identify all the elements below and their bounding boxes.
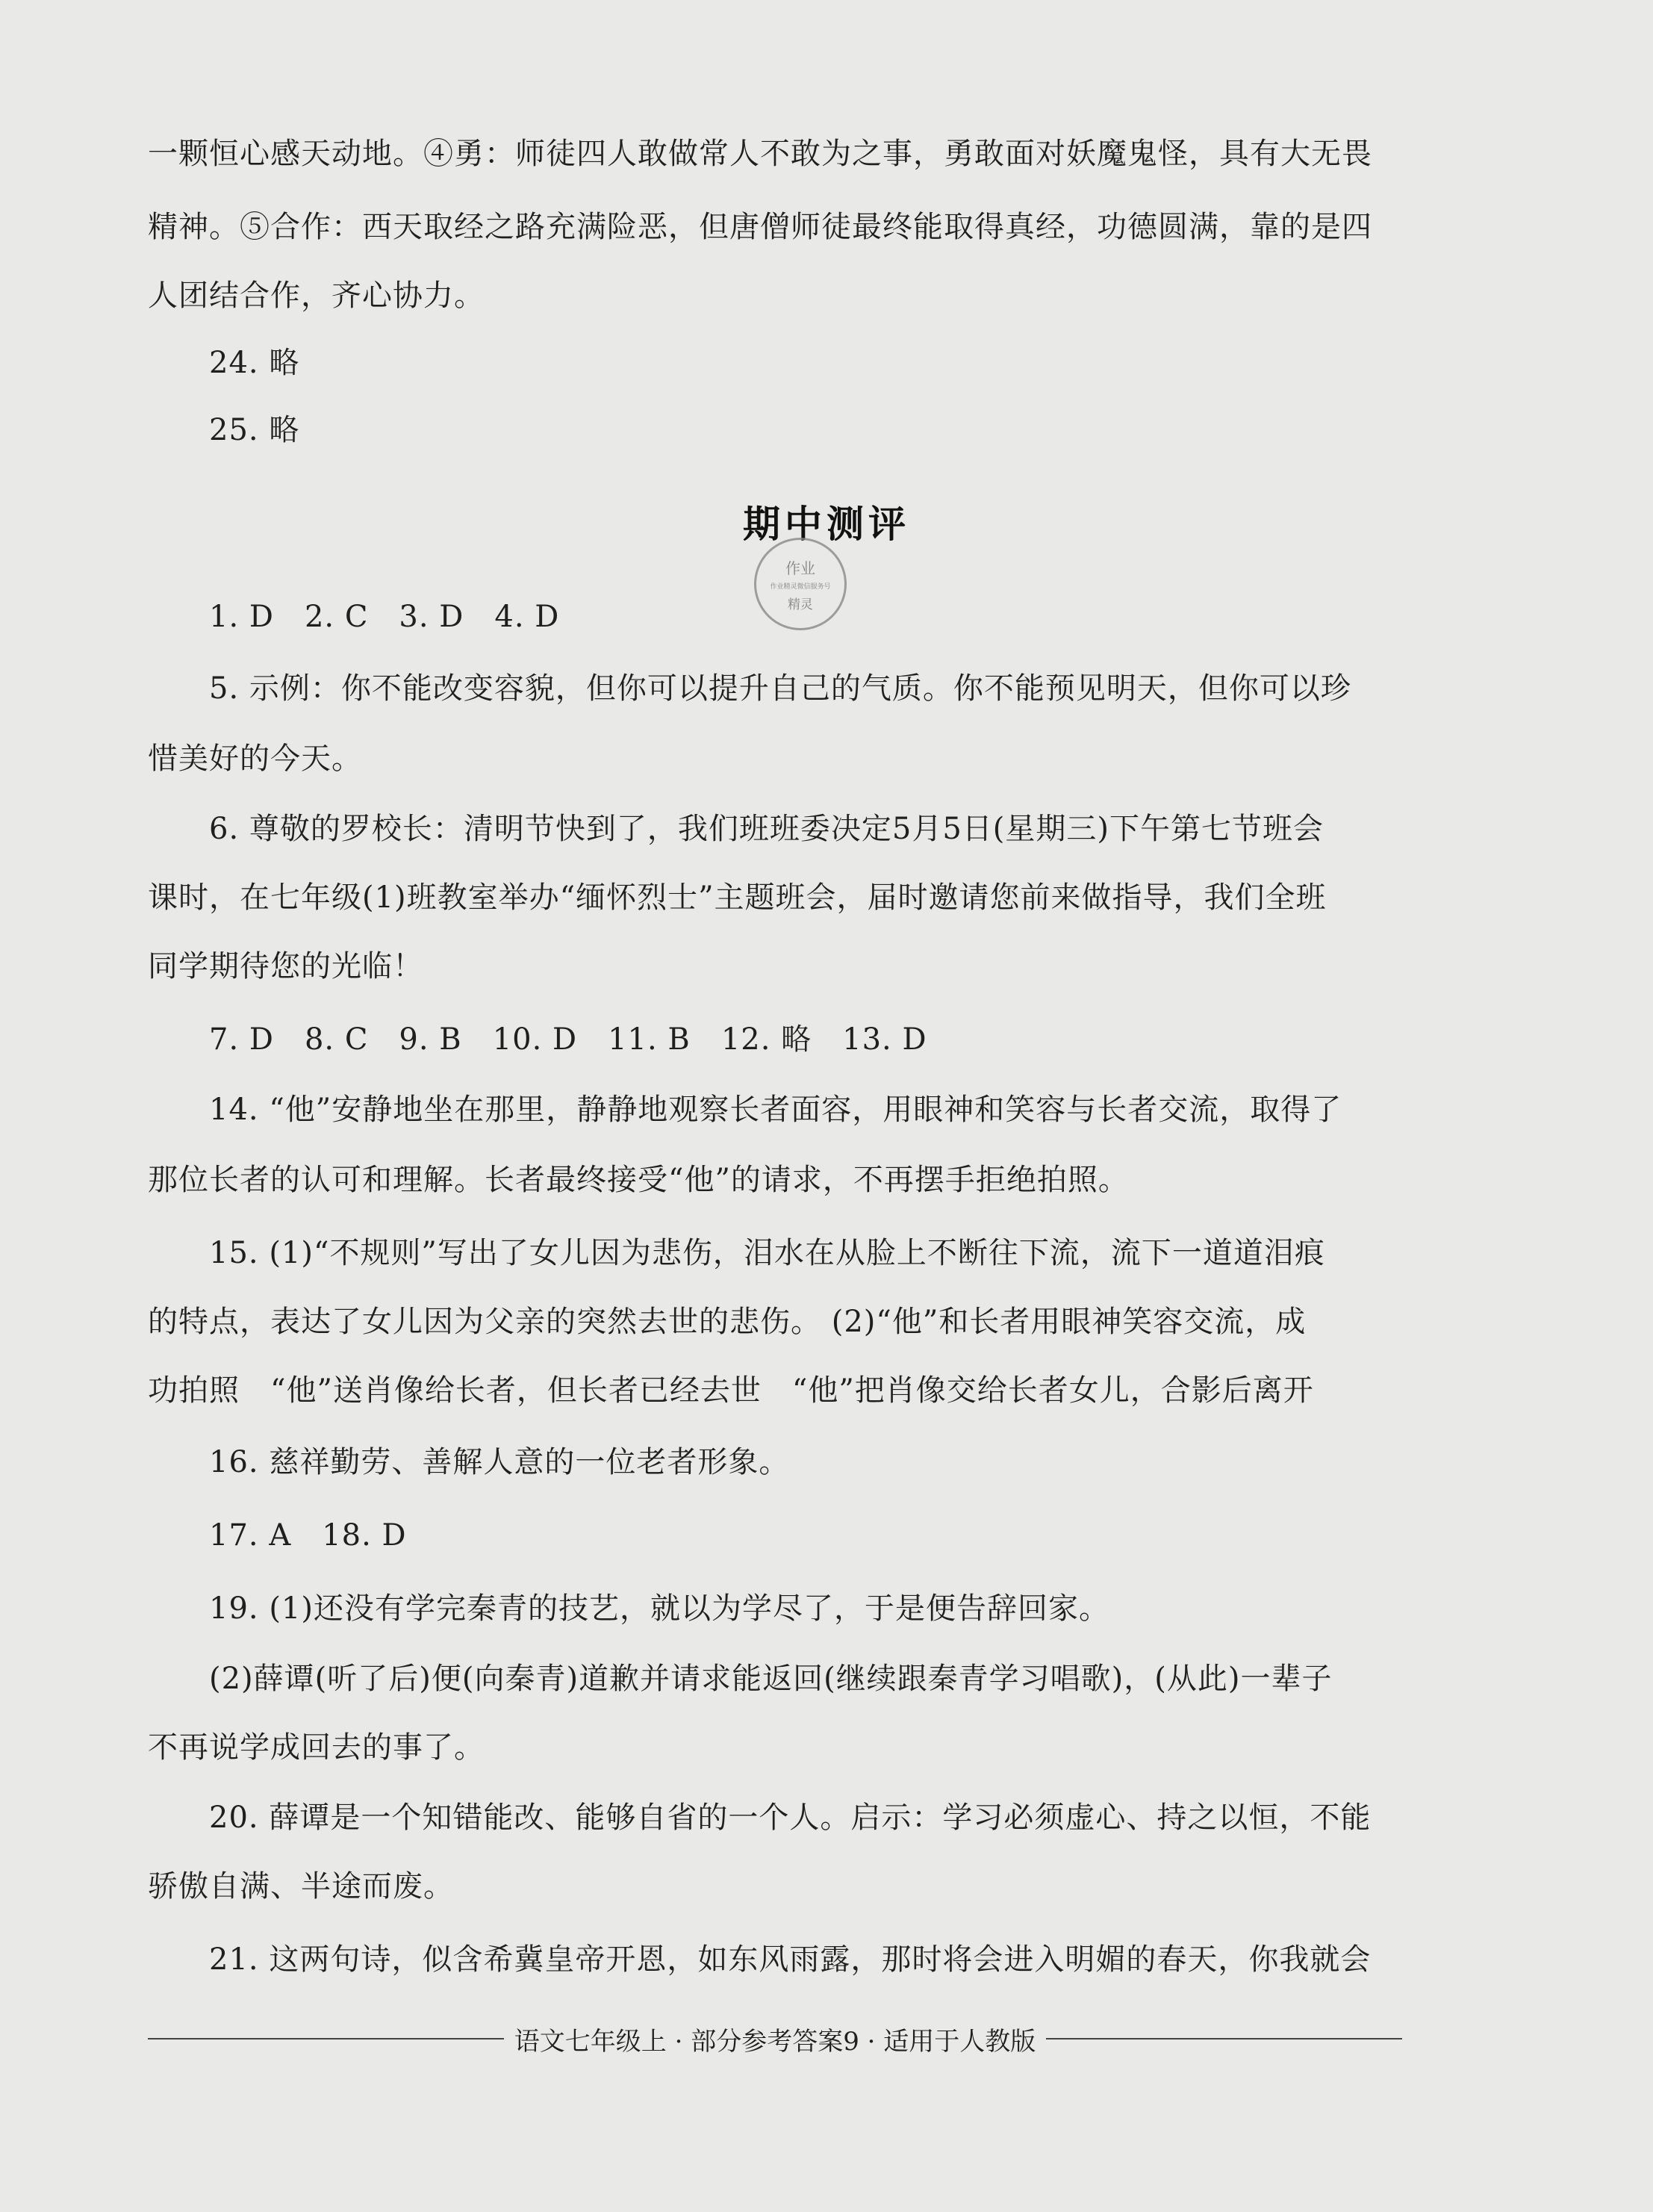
text-line: 15. (1)“不规则”写出了女儿因为悲伤，泪水在从脸上不断往下流，流下一道道泪痕 — [209, 1236, 1325, 1270]
text-line: 20. 薛谭是一个知错能改、能够自省的一个人。启示：学习必须虚心、持之以恒，不能 — [209, 1801, 1372, 1835]
text-line: 5. 示例：你不能改变容貌，但你可以提升自己的气质。你不能预见明天，但你可以珍 — [209, 671, 1351, 706]
text-line: 同学期待您的光临！ — [148, 949, 423, 984]
text-line: 的特点，表达了女儿因为父亲的突然去世的悲伤。 (2)“他”和长者用眼神笑容交流，成 — [148, 1305, 1307, 1339]
text-line: 21. 这两句诗，似含希冀皇帝开恩，如东风雨露，那时将会进入明媚的春天，你我就会 — [209, 1942, 1372, 1977]
text-line: 6. 尊敬的罗校长：清明节快到了，我们班班委决定5月5日(星期三)下午第七节班会 — [209, 812, 1324, 846]
page-footer — [148, 2016, 1402, 2061]
text-line: 惜美好的今天。 — [148, 742, 362, 776]
section-heading: 期中测评 — [743, 503, 910, 546]
stamp-bottom: 精灵 — [788, 597, 813, 612]
text-line: 精神。⑤合作：西天取经之路充满险恶，但唐僧师徒最终能取得真经，功德圆满，靠的是四 — [148, 210, 1372, 244]
stamp-middle: 作业精灵微信服务号 — [770, 582, 831, 591]
text-line: (2)薛谭(听了后)便(向秦青)道歉并请求能返回(继续跟秦青学习唱歌)，(从此)一辈子 — [209, 1662, 1333, 1696]
text-line: 25. 略 — [209, 413, 300, 447]
text-line: 17. A 18. D — [209, 1518, 407, 1553]
stamp-top: 作业 — [785, 559, 815, 577]
text-line: 功拍照 “他”送肖像给长者，但长者已经去世 “他”把肖像交给长者女儿，合影后离开 — [148, 1373, 1314, 1408]
text-line: 课时，在七年级(1)班教室举办“缅怀烈士”主题班会，届时邀请您前来做指导，我们全班 — [148, 880, 1327, 915]
text-line: 24. 略 — [209, 346, 300, 380]
text-line: 不再说学成回去的事了。 — [148, 1730, 485, 1765]
footer-rule-right — [1046, 2038, 1402, 2039]
text-line: 一颗恒心感天动地。④勇：师徒四人敢做常人不敢为之事，勇敢面对妖魔鬼怪，具有大无畏 — [148, 137, 1372, 171]
text-line: 1. D 2. C 3. D 4. D — [209, 600, 560, 634]
text-line: 19. (1)还没有学完秦青的技艺，就以为学尽了，于是便告辞回家。 — [209, 1591, 1109, 1626]
text-line: 7. D 8. C 9. B 10. D 11. B 12. 略 13. D — [209, 1022, 927, 1057]
footer-rule-left — [148, 2038, 504, 2039]
footer-text: 语文七年级上 · 部分参考答案9 · 适用于人教版 — [514, 2026, 1036, 2057]
text-line: 骄傲自满、半途而废。 — [148, 1869, 454, 1904]
text-line: 那位长者的认可和理解。长者最终接受“他”的请求，不再摆手拒绝拍照。 — [148, 1163, 1129, 1197]
text-line: 14. “他”安静地坐在那里，静静地观察长者面容，用眼神和笑容与长者交流，取得了 — [209, 1093, 1342, 1127]
text-line: 16. 慈祥勤劳、善解人意的一位老者形象。 — [209, 1445, 790, 1479]
text-line: 人团结合作，齐心协力。 — [148, 279, 485, 313]
